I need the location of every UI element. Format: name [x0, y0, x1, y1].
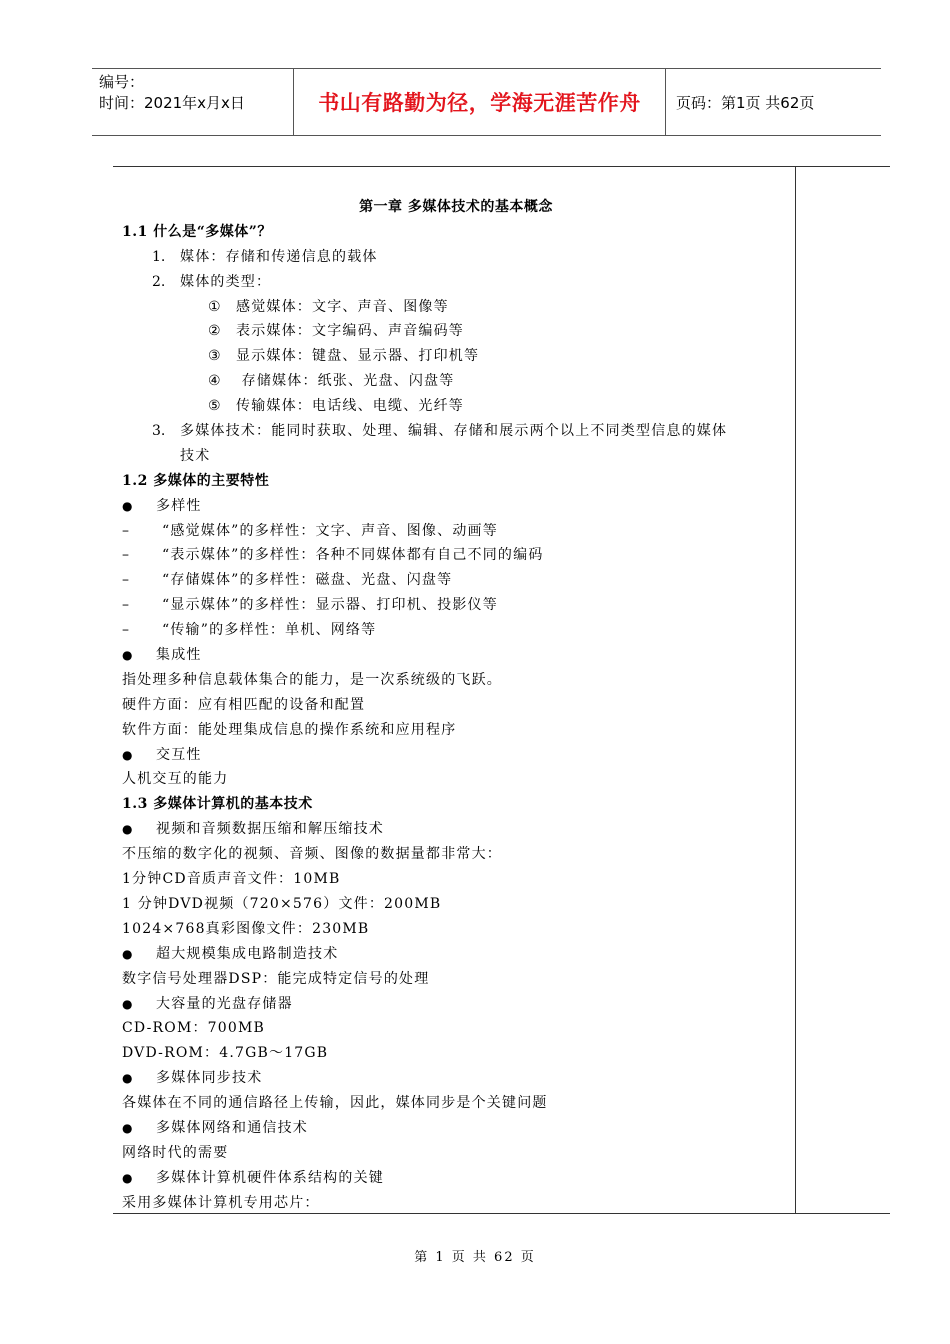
item-number: ① [208, 298, 221, 315]
line-text: 软件方面：能处理集成信息的操作系统和应用程序 [122, 721, 457, 738]
dash-marker: – [122, 547, 129, 564]
paragraph-line [122, 1016, 792, 1041]
paragraph-line [122, 718, 792, 743]
bullet-marker: ● [122, 648, 133, 663]
line-text: 大容量的光盘存储器 [156, 995, 293, 1012]
line-text: “显示媒体”的多样性：显示器、打印机、投影仪等 [162, 597, 498, 614]
section-heading [122, 220, 792, 245]
line-text: “表示媒体”的多样性：各种不同媒体都有自己不同的编码 [162, 547, 544, 564]
dash-item [122, 543, 792, 568]
paragraph-line [122, 1141, 792, 1166]
frame-right-rule [795, 167, 796, 1213]
line-text: 1.3 多媒体计算机的基本技术 [122, 796, 313, 813]
header-page-info: 页码：第1页 共62页 [676, 93, 815, 112]
section-heading [122, 469, 792, 494]
line-text: 1024×768真彩图像文件：230MB [122, 920, 370, 937]
dash-item [122, 519, 792, 544]
paragraph-line [122, 767, 792, 792]
bullet-marker: ● [122, 946, 133, 961]
bullet-item [122, 942, 792, 967]
continuation-line [122, 444, 792, 469]
paragraph-line [122, 1091, 792, 1116]
line-text: 多媒体计算机硬件体系结构的关键 [156, 1169, 384, 1186]
dash-marker: – [122, 597, 129, 614]
bullet-item [122, 1166, 792, 1191]
line-text: 感觉媒体：文字、声音、图像等 [236, 298, 449, 315]
time-label: 时间：2021年x月x日 [99, 94, 245, 112]
bullet-marker: ● [122, 996, 133, 1011]
numbered-item [122, 419, 792, 444]
line-text: DVD-ROM：4.7GB～17GB [122, 1045, 329, 1062]
line-text: 超大规模集成电路制造技术 [156, 945, 339, 962]
dash-marker: – [122, 522, 129, 539]
bullet-marker: ● [122, 822, 133, 837]
paragraph-line [122, 917, 792, 942]
bullet-marker: ● [122, 1170, 133, 1185]
line-text: 多媒体网络和通信技术 [156, 1119, 308, 1136]
bullet-marker: ● [122, 1120, 133, 1135]
paragraph-line [122, 1191, 792, 1216]
dash-item [122, 568, 792, 593]
bullet-item [122, 494, 792, 519]
line-text: 人机交互的能力 [122, 771, 229, 788]
bullet-marker: ● [122, 1071, 133, 1086]
line-text: “传输”的多样性：单机、网络等 [162, 622, 377, 639]
dash-item [122, 618, 792, 643]
line-text: 显示媒体：键盘、显示器、打印机等 [236, 348, 480, 365]
line-text: 不压缩的数字化的视频、音频、图像的数据量都非常大： [122, 846, 502, 863]
sub-item [122, 344, 792, 369]
line-text: 媒体：存储和传递信息的载体 [180, 248, 378, 265]
line-text: 网络时代的需要 [122, 1144, 229, 1161]
item-number: ③ [208, 348, 221, 365]
line-text: 传输媒体：电话线、电缆、光纤等 [236, 398, 464, 415]
sub-item [122, 394, 792, 419]
sub-item [122, 295, 792, 320]
paragraph-line [122, 693, 792, 718]
line-text: 多媒体同步技术 [156, 1070, 263, 1087]
line-text: 存储媒体：纸张、光盘、闪盘等 [236, 373, 455, 390]
sub-item [122, 319, 792, 344]
line-text: 多样性 [156, 497, 202, 514]
paragraph-line [122, 1041, 792, 1066]
line-text: 媒体的类型： [180, 273, 272, 290]
page-header [92, 68, 881, 136]
paragraph-line [122, 892, 792, 917]
header-motto-cell [293, 69, 666, 135]
line-text: 技术 [180, 447, 211, 464]
item-number: ② [208, 323, 221, 340]
section-heading [122, 792, 792, 817]
bullet-marker: ● [122, 747, 133, 762]
line-text: 多媒体技术：能同时获取、处理、编辑、存储和展示两个以上不同类型信息的媒体 [180, 423, 728, 440]
line-text: 各媒体在不同的通信路径上传输，因此，媒体同步是个关键问题 [122, 1095, 548, 1112]
bullet-item [122, 1116, 792, 1141]
numbered-item [122, 245, 792, 270]
paragraph-line [122, 668, 792, 693]
chapter-title: 第一章 多媒体技术的基本概念 [359, 199, 553, 215]
page-footer: 第 1 页 共 62 页 [414, 1250, 536, 1265]
item-number: ⑤ [208, 398, 221, 415]
paragraph-line [122, 867, 792, 892]
dash-marker: – [122, 572, 129, 589]
item-number: ④ [208, 373, 221, 390]
header-meta [92, 69, 293, 135]
document-body [122, 195, 792, 1216]
line-text: CD-ROM：700MB [122, 1020, 266, 1037]
bullet-marker: ● [122, 498, 133, 513]
item-number: 2. [152, 273, 166, 290]
line-text: 采用多媒体计算机专用芯片： [122, 1194, 320, 1211]
bullet-item [122, 743, 792, 768]
line-text: 1.1 什么是“多媒体”？ [122, 223, 272, 240]
numbered-item [122, 270, 792, 295]
line-text: “存储媒体”的多样性：磁盘、光盘、闪盘等 [162, 572, 453, 589]
dash-marker: – [122, 622, 129, 639]
dash-item [122, 593, 792, 618]
line-text: 1 分钟DVD视频（720×576）文件：200MB [122, 895, 442, 912]
bullet-item [122, 643, 792, 668]
line-text: 数字信号处理器DSP：能完成特定信号的处理 [122, 970, 430, 987]
line-text: 硬件方面：应有相匹配的设备和配置 [122, 696, 366, 713]
paragraph-line [122, 967, 792, 992]
bullet-item [122, 1066, 792, 1091]
line-text: 集成性 [156, 647, 202, 664]
bullet-item [122, 992, 792, 1017]
line-text: 1分钟CD音质声音文件：10MB [122, 871, 341, 888]
item-number: 1. [152, 248, 166, 265]
paragraph-line [122, 842, 792, 867]
number-label: 编号： [99, 73, 145, 91]
line-text: 交互性 [156, 746, 202, 763]
line-text: 指处理多种信息载体集合的能力，是一次系统级的飞跃。 [122, 671, 502, 688]
bullet-item [122, 817, 792, 842]
line-text: 1.2 多媒体的主要特性 [122, 472, 270, 489]
line-text: 视频和音频数据压缩和解压缩技术 [156, 821, 384, 838]
line-text: 表示媒体：文字编码、声音编码等 [236, 323, 464, 340]
line-text: “感觉媒体”的多样性：文字、声音、图像、动画等 [162, 522, 498, 539]
sub-item [122, 369, 792, 394]
item-number: 3. [152, 423, 166, 440]
header-motto: 书山有路勤为径，学海无涯苦作舟 [318, 91, 641, 115]
